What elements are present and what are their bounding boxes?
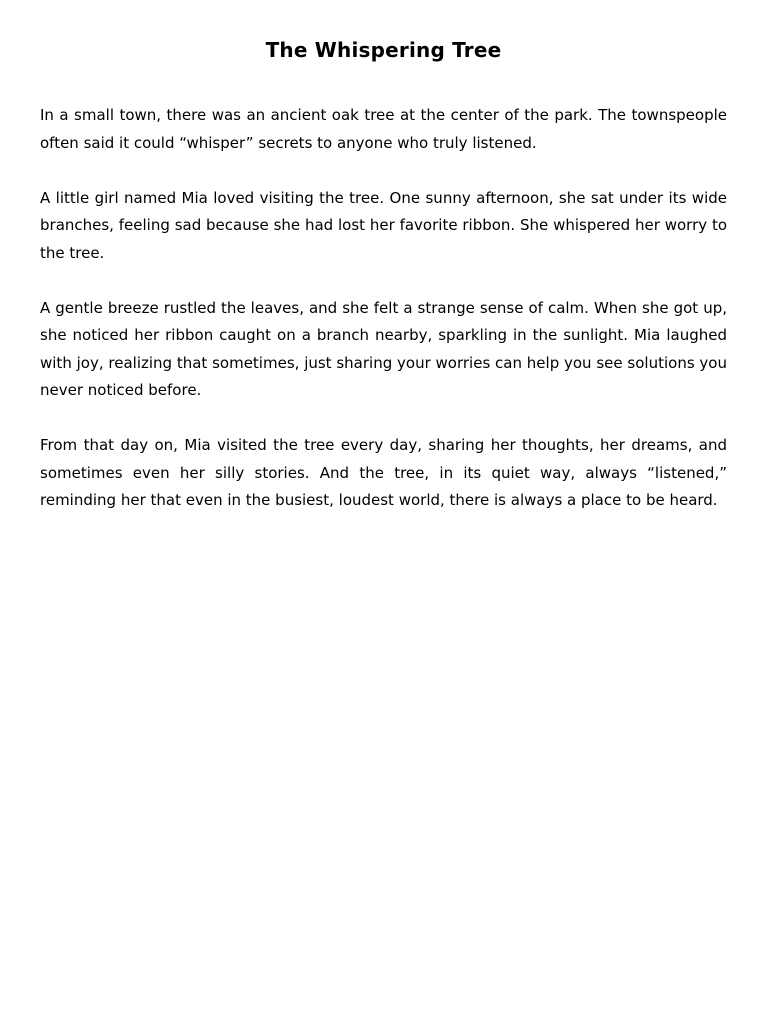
paragraph: A little girl named Mia loved visiting the tree. One sunny afternoon, she sat under its wide branches, feeling sad because she had lost her favorite ribbon. She whispered her worry to the tree. [40,188,727,262]
paragraph: In a small town, there was an ancient oak tree at the center of the park. The townspeople often said it could “whisper” secrets to anyone who truly listened. [40,106,727,152]
document-title: The Whispering Tree [265,38,502,62]
paragraph: From that day on, Mia visited the tree every day, sharing her thoughts, her dreams, and sometimes even her silly stories. And the tree, in its quiet way, always “listened,” reminding her that even in the busiest, loudest world, there is always a place to be heard. [40,436,727,509]
paragraph: A gentle breeze rustled the leaves, and she felt a strange sense of calm. When she got up, she noticed her ribbon caught on a branch nearby, sparkling in the sunlight. Mia laughed with joy, realizing that sometimes, just sharing your worries can help you see solutions you never noticed before. [40,298,727,399]
document-body [40,102,727,542]
